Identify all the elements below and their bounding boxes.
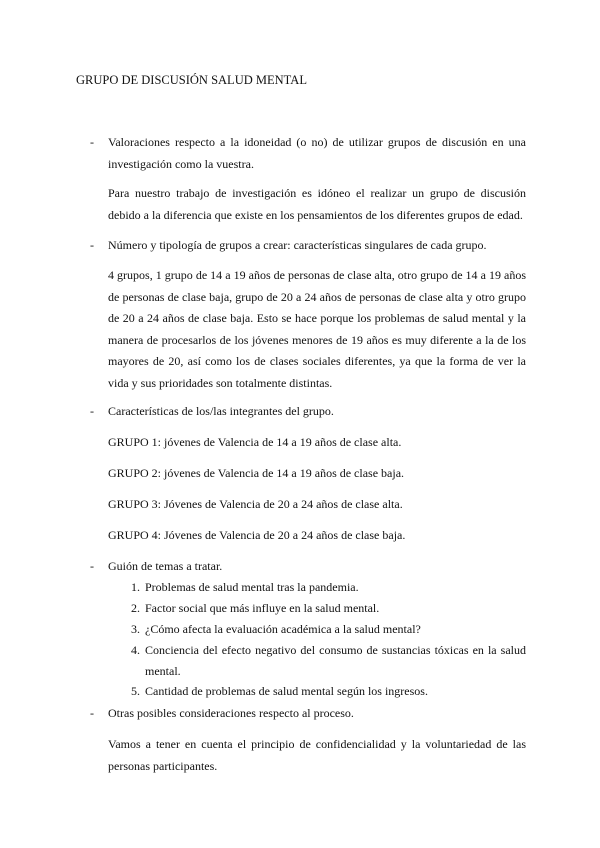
group-item-4: GRUPO 4: Jóvenes de Valencia de 20 a 24 años de clase baja. (108, 528, 406, 542)
topic-item-5: Cantidad de problemas de salud mental según los ingresos. (145, 684, 428, 698)
section-1-body: Para nuestro trabajo de investigación es idóneo el realizar un grupo de discusión debido a la diferencia que existe en los pensamientos de los diferentes grupos de edad. (108, 186, 526, 222)
topic-item-3: ¿Cómo afecta la evaluación académica a la salud mental? (145, 622, 421, 636)
section-1-heading: Valoraciones respecto a la idoneidad (o no) de utilizar grupos de discusión en una investigación como la vuestra. (108, 135, 526, 171)
topic-number: 2. (131, 601, 140, 615)
section-3-heading: Características de los/las integrantes del grupo. (108, 404, 334, 418)
group-item-1: GRUPO 1: jóvenes de Valencia de 14 a 19 años de clase alta. (108, 435, 402, 449)
topic-item-4: Conciencia del efecto negativo del consumo de sustancias tóxicas en la salud mental. (145, 643, 526, 678)
bullet-dash: - (90, 559, 94, 573)
document-title: GRUPO DE DISCUSIÓN SALUD MENTAL (76, 73, 307, 87)
section-5-heading: Otras posibles consideraciones respecto al proceso. (108, 706, 354, 720)
section-4-heading: Guión de temas a tratar. (108, 559, 223, 573)
group-item-2: GRUPO 2: jóvenes de Valencia de 14 a 19 años de clase baja. (108, 466, 405, 480)
bullet-dash: - (90, 404, 94, 418)
topic-number: 5. (131, 684, 140, 698)
bullet-dash: - (90, 238, 94, 252)
topic-number: 4. (131, 643, 140, 657)
section-2-heading: Número y tipología de grupos a crear: características singulares de cada grupo. (108, 238, 487, 252)
group-item-3: GRUPO 3: Jóvenes de Valencia de 20 a 24 años de clase alta. (108, 497, 403, 511)
topic-number: 3. (131, 622, 140, 636)
bullet-dash: - (90, 135, 94, 149)
bullet-dash: - (90, 706, 94, 720)
section-5-body: Vamos a tener en cuenta el principio de confidencialidad y la voluntariedad de las personas participantes. (108, 737, 526, 773)
section-2-body: 4 grupos, 1 grupo de 14 a 19 años de personas de clase alta, otro grupo de 14 a 19 años de personas de clase baja, grupo de 20 a 24 años de personas de clase alta y otro grupo de 20 a 24 años de clase baja. Esto se hace porque los problemas de salud mental y la manera de procesarlos de los jóvenes menores de 19 años es muy diferente a la de los mayores de 20, así como los de clases sociales diferentes, ya que la forma de ver la vida y sus prioridades son totalmente distintas. (108, 268, 526, 390)
topic-item-2: Factor social que más influye en la salud mental. (145, 601, 380, 615)
topic-item-1: Problemas de salud mental tras la pandemia. (145, 580, 359, 594)
topic-number: 1. (131, 580, 140, 594)
